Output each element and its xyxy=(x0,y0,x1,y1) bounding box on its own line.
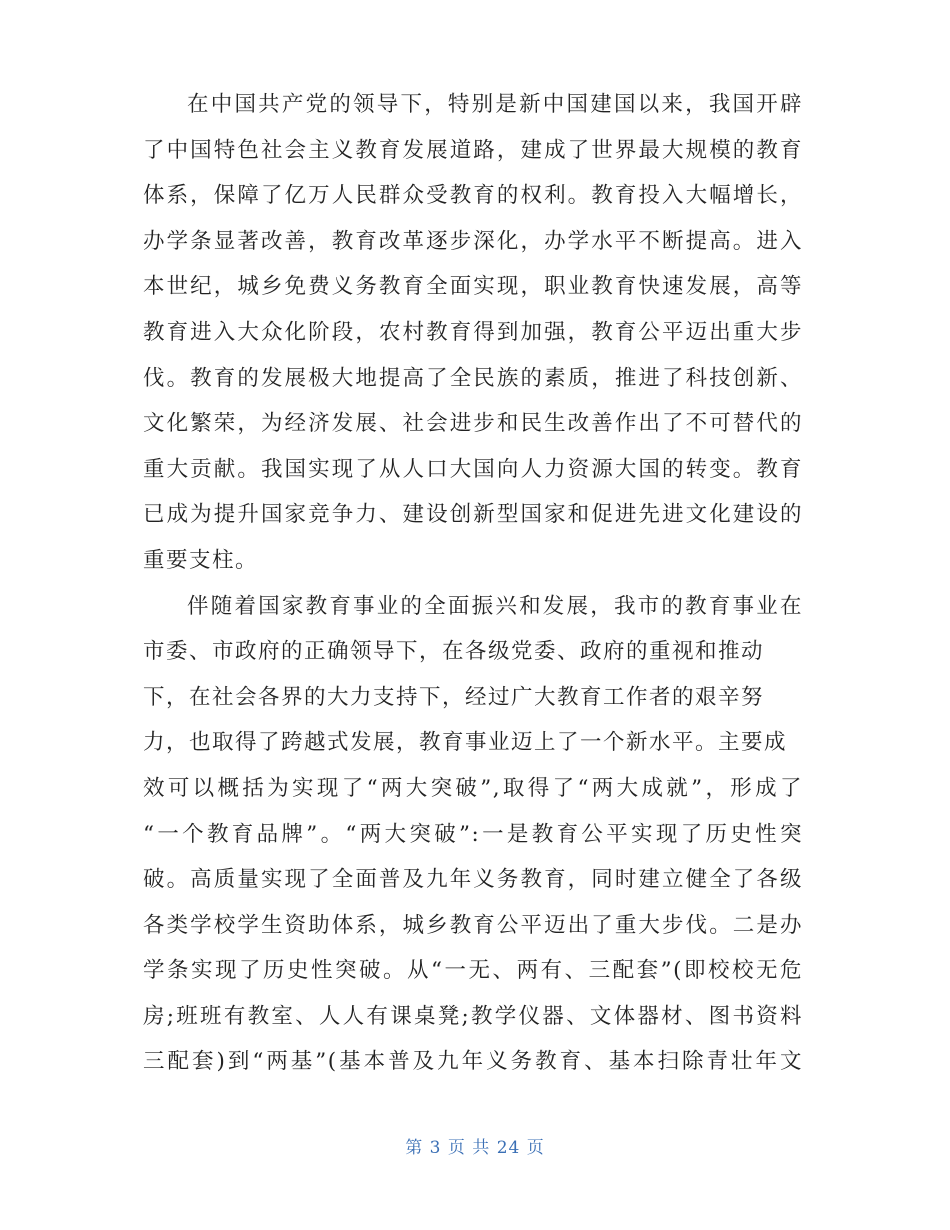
paragraph-2-line-3: 下，在社会各界的大力支持下，经过广大教育工作者的艰辛努 xyxy=(143,684,765,710)
paragraph-2-line-1: 伴随着国家教育事业的全面振兴和发展，我市的教育事业在 xyxy=(187,593,803,619)
paragraph-2-line-5: 效可以概括为实现了“两大突破”,取得了“两大成就”，形成了 xyxy=(143,775,803,801)
paragraph-2-line-4: 力，也取得了跨越式发展，教育事业迈上了一个新水平。主要成 xyxy=(143,730,788,756)
paragraph-1-line-6: 教育进入大众化阶段，农村教育得到加强，教育公平迈出重大步 xyxy=(143,319,803,345)
paragraph-1-line-9: 重大贡献。我国实现了从人口大国向人力资源大国的转变。教育 xyxy=(143,456,803,482)
paragraph-1-line-10: 已成为提升国家竞争力、建设创新型国家和促进先进文化建设的 xyxy=(143,502,803,528)
body-text xyxy=(143,82,803,1085)
paragraph-2-line-2: 市委、市政府的正确领导下，在各级党委、政府的重视和推动 xyxy=(143,639,765,665)
paragraph-2-line-6: “一个教育品牌”。“两大突破”:一是教育公平实现了历史性突 xyxy=(143,821,803,847)
paragraph-1-line-8: 文化繁荣，为经济发展、社会进步和民生改善作出了不可替代的 xyxy=(143,411,803,437)
paragraph-1-line-1: 在中国共产党的领导下，特别是新中国建国以来，我国开辟 xyxy=(187,92,803,117)
paragraph-1-line-4: 办学条显著改善，教育改革逐步深化，办学水平不断提高。进入 xyxy=(143,228,803,254)
page-number-footer: 第 3 页 共 24 页 xyxy=(405,1138,545,1158)
paragraph-1-line-11: 重要支柱。 xyxy=(143,547,259,573)
paragraph-2-line-8: 各类学校学生资助体系，城乡教育公平迈出了重大步伐。二是办 xyxy=(143,912,803,938)
paragraph-1-line-2: 了中国特色社会主义教育发展道路，建成了世界最大规模的教育 xyxy=(143,137,803,163)
paragraph-2-line-9: 学条实现了历史性突破。从“一无、两有、三配套”(即校校无危 xyxy=(143,958,803,984)
paragraph-1-line-7: 伐。教育的发展极大地提高了全民族的素质，推进了科技创新、 xyxy=(143,365,803,391)
paragraph-2-line-10: 房;班班有教室、人人有课桌凳;教学仪器、文体器材、图书资料 xyxy=(143,1003,803,1029)
paragraph-1-line-5: 本世纪，城乡免费义务教育全面实现，职业教育快速发展，高等 xyxy=(143,274,803,300)
paragraph-1-line-3: 体系，保障了亿万人民群众受教育的权利。教育投入大幅增长， xyxy=(143,183,803,209)
paragraph-2-line-11: 三配套)到“两基”(基本普及九年义务教育、基本扫除青壮年文 xyxy=(143,1049,803,1075)
paragraph-2-line-7: 破。高质量实现了全面普及九年义务教育，同时建立健全了各级 xyxy=(143,867,803,893)
